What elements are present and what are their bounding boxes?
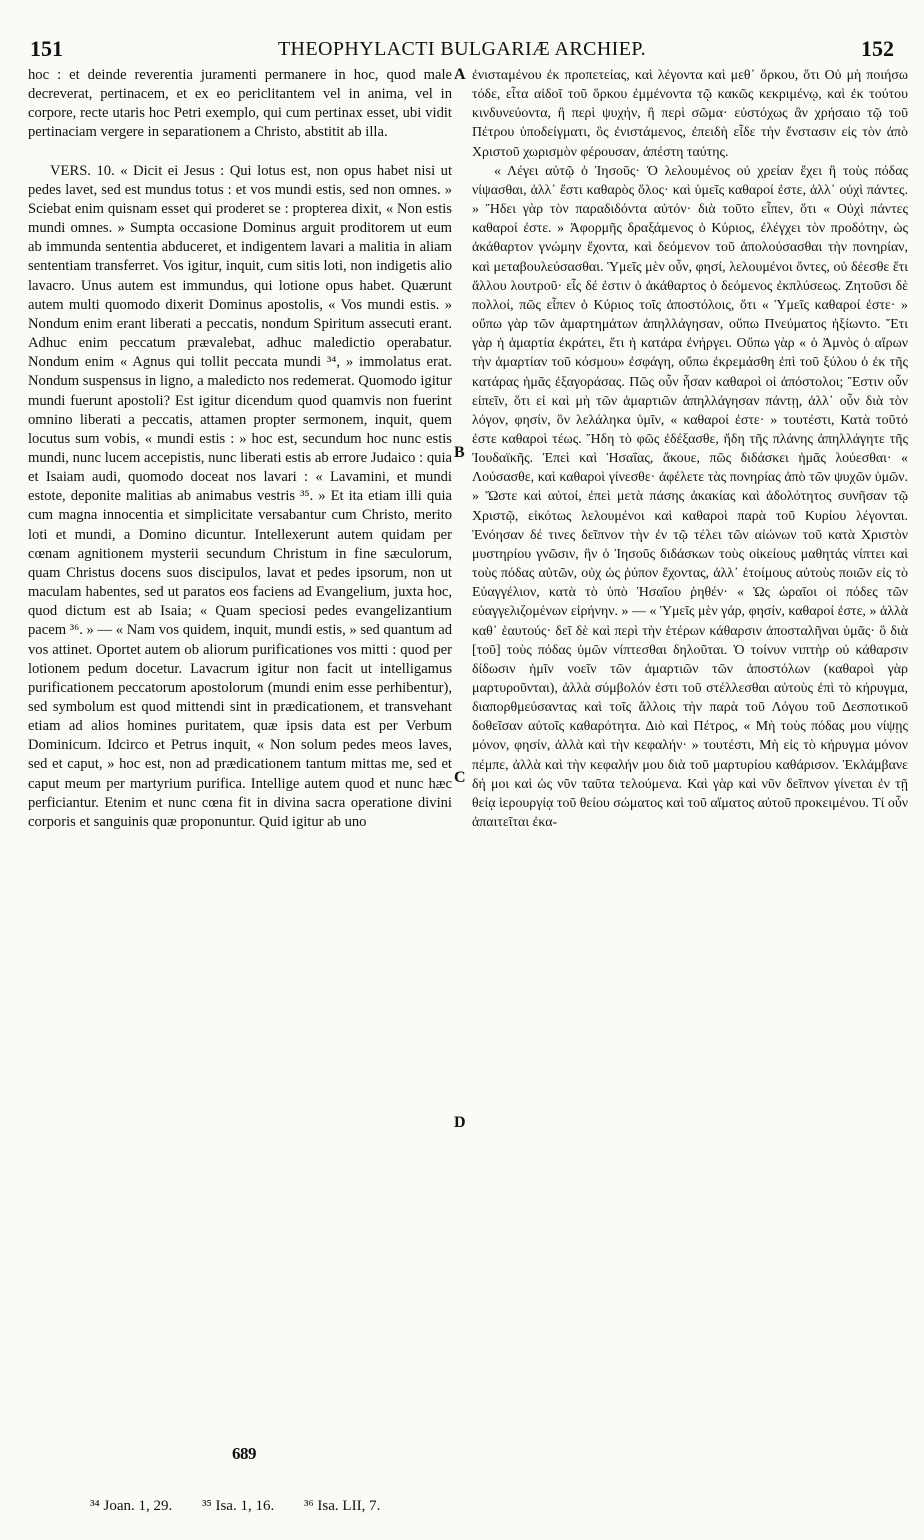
latin-paragraph-1: hoc : et deinde reverentia juramenti permanere in hoc, quod male decreverat, pertinacem, et ex eo periclitantem vel in anima, vel in corpore, recte utaris hoc Petri exemplo, qui cum pertinax esset, ubi vidit pertinaciam vergere in separationem a Christo, abstitit ab illa. [28,67,452,141]
section-marker-b: B [454,444,465,461]
footnote-36: ³⁶ Isa. LII, 7. [303,1498,381,1514]
page-header [24,36,900,62]
right-page-number: 152 [861,36,894,61]
left-page-number: 151 [30,36,63,61]
section-marker-c: C [454,769,466,786]
greek-paragraph-1: ἐνισταμένου ἐκ προπετείας, καὶ λέγοντα καὶ μεθ᾽ ὅρκου, ὅτι Οὐ μὴ ποιήσω τόδε, εἶτα αἰδοῖ τοῦ ὅρκου ἐμμένοντα τῷ κακῶς κεκριμένῳ, καὶ ἐκ τούτου κινδυνεύοντα, ἢ περὶ ψυχήν, ἢ περὶ σῶμα· εὐστόχως ἂν χρήσαιο τῷ τοῦ Πέτρου ὑποδείγματι, ὃς ἐνιστάμενος, ἐπειδὴ εἶδε τὴν ἔνστασιν εἰς τὸν ἀπὸ Χριστοῦ χωρισμὸν φέρουσαν, ἀπέστη ταύτης. [472,68,908,160]
latin-column [28,66,452,832]
footnotes [90,1498,406,1515]
greek-column [472,66,908,832]
verse-label: VERS. 10. [50,162,115,179]
section-marker-d: D [454,1114,466,1131]
migne-column-number: 689 [232,1444,256,1463]
footnote-35: ³⁵ Isa. 1, 16. [201,1498,275,1514]
latin-paragraph-2 [28,162,452,832]
footnote-34: ³⁴ Joan. 1, 29. [90,1498,173,1514]
running-title: THEOPHYLACTI BULGARIÆ ARCHIEP. [277,38,647,60]
latin-paragraph-2-text: « Dicit ei Jesus : Qui lotus est, non opus habet nisi ut pedes lavet, sed est mundus totus : et vos mundi estis, sed non omnes. » Sciebat enim quisnam esset qui proderet se : propterea dixit, « Non estis mundi omnes. » Sumpta occasione Dominus arguit proditorem ut eum ab immunda sententia abduceret, et indigentem lavari a malitia in aliam sententiam transferret. Vos igitur, inquit, cum sitis loti, non indigetis alio lavacro. Unus autem est immundus, qui lotione opus habet. Quærunt autem multi quomodo dixerit Dominus apostolis, « Vos mundi estis. » Nondum enim erant liberati a peccatis, nondum Spiritum assecuti erant. Adhuc enim peccatum prævalebat, adhuc maledictio operabatur. Nondum enim « Agnus qui tollit peccata mundi ³⁴, » immolatus erat. Nondum suspensus in ligno, a maledicto nos redemerat. Quomodo igitur mundi fuerunt apostoli? Est igitur dicendum quod quamvis non fuerint omnino liberati a peccatis, attamen propter sermonem, inquit, quem locutus sum vobis, « mundi estis : » hoc est, secundum hoc nunc estis mundi, nunc lucem accepistis, nunc liberati estis ab errore Judaico : quia et Isaiam audi, quomodo doceat nos lavari : « Lavamini, et mundi estote, deponite malitias ab animabus vestris ³⁵. » Et ita etiam illi quia cum magna innocentia et simplicitate versabantur cum Christo, merito loti et mundi, a Domino dicuntur. Intellexerunt autem quidam per cœnam agnitionem mysterii secundum Christum in fine sæculorum, quam Christus docens suos discipulos, lavat et pedes ipsorum, non ut maculam habentes, sed ut paratos eos faciens ad Evangelium, juxta hoc, quod dictum est ab Isaia; « Quam speciosi pedes evangelizantium pacem ³⁶. » — « Nam vos quidem, inquit, mundi estis, » sed quantum ad vos attinet. Oportet autem ob aliorum purificationes vos mitti : quod per lotionem pedum docetur. Lavacrum igitur non facit ut intelligamus purificationem peccatorum apostolorum (mundi enim esse perhibentur), sed symbolum est quod mittendi sint in prædicationem, et transvehant etiam ad alios homines puritatem, quæ ipsis data est per Verbum Dominicum. Idcirco et Petrus inquit, « Non solum pedes meos laves, sed et caput, » hoc est, non ad prædicationem tantum mittas me, sed et caput meum per martyrium purifica. Intellige autem quod et nunc hæc perficiantur. Etenim et nunc cœna fit in divina sacra operatione divini corporis et sanguinis quæ proponuntur. Quid igitur ab uno [28,162,453,830]
section-marker-a: A [454,66,466,83]
greek-paragraph-2: « Λέγει αὐτῷ ὁ Ἰησοῦς· Ὁ λελουμένος οὐ χρείαν ἔχει ἢ τοὺς πόδας νίψασθαι, ἀλλ᾽ ἔστι καθαρὸς ὅλος· καὶ ὑμεῖς καθαροί ἐστε, ἀλλ᾽ οὐχὶ πάντες. » Ἤδει γὰρ τὸν παραδιδόντα αὐτόν· διὰ τοῦτο εἶπεν, ὅτι « Οὐχὶ πάντες καθαροί ἐστε. » Ἀφορμῆς δραξάμενος ὁ Κύριος, ἐλέγχει τὸν προδότην, ὡς ἀκάθαρτον γνώμην ἔχοντα, καὶ δεόμενον τοῦ ἀπολούσασθαι τὴν πονηρίαν, καὶ μεταβουλεύσασθαι. Ὑμεῖς μὲν οὖν, φησί, λελουμένοι ὄντες, οὐ δέεσθε ἔτι ἄλλου λουτροῦ· εἷς δέ ἐστιν ὁ ἀκάθαρτος ὁ δεόμενος ἐκπλύσεως. Ζητοῦσι δὲ πολλοί, πῶς εἶπεν ὁ Κύριος τοῖς ἀποστόλοις, ὅτι « Ὑμεῖς καθαροί ἐστε· » οὔπω γὰρ τῶν ἁμαρτημάτων ἀπηλλάγησαν, οὔπω Πνεύματος ἠξίωντο. Ἔτι γὰρ ἡ ἁμαρτία ἐκράτει, ἔτι ἡ κατάρα ἐνήργει. Οὔπω γὰρ « ὁ Ἀμνὸς ὁ αἴρων τὴν ἁμαρτίαν τοῦ κόσμου» ἐσφάγη, οὔπω ἐκρεμάσθη ἐπὶ τοῦ ξύλου ὁ ἐκ τῆς κατάρας ἡμᾶς ἐξαγοράσας. Πῶς οὖν ἦσαν καθαροὶ οἱ ἀπόστολοι; Ἔστιν οὖν εἰπεῖν, ὅτι εἰ καὶ μὴ τῶν ἁμαρτιῶν ἀπηλλάγησαν πάντῃ, ἀλλ᾽ οὖν διὰ τὸν λόγον, φησίν, ὃν λελάληκα ὑμῖν, « καθαροί ἐστε· » τουτέστι, Κατὰ τοῦτό ἐστε καθαροὶ τέως. Ἤδη τὸ φῶς ἐδέξασθε, ἤδη τῆς πλάνης ἀπηλλάγητε τῆς Ἰουδαϊκῆς. Ἐπεὶ καὶ Ἡσαΐας, ἄκουε, πῶς διδάσκει ἡμᾶς λούεσθαι· « Λούσασθε, καὶ καθαροὶ γίνεσθε· ἀφέλετε τὰς πονηρίας ἀπὸ τῶν ψυχῶν ὑμῶν. » Ὥστε καὶ αὐτοί, ἐπεὶ μετὰ πάσης ἀκακίας καὶ ἀδολότητος συνῆσαν τῷ Χριστῷ, εἰκότως λελουμένοι καὶ καθαροὶ παρὰ τοῦ Κυρίου λέγονται. Ἐνόησαν δέ τινες δεῖπνον τὴν ἐν τῷ τέλει τῶν αἰώνων τοῦ κατὰ Χριστὸν μυστηρίου γνῶσιν, ἣν ὁ Ἰησοῦς διδάσκων τοὺς οἰκείους μαθητάς νίπτει καὶ τοὺς πόδας αὐτῶν, οὐχ ὡς ῥύπον ἔχοντας, ἀλλ᾽ ἑτοίμους αὐτοὺς ποιῶν εἰς τὸ Εὐαγγέλιον, κατὰ τὸ ὑπὸ Ἡσαΐου ῥηθέν· « Ὡς ὡραῖοι οἱ πόδες τῶν εὐαγγελιζομένων εἰρήνην. » — « Ὑμεῖς μὲν γάρ, φησίν, καθαροί ἐστε, » ἀλλὰ καθ᾽ ἑαυτούς· δεῖ δὲ καὶ περὶ τὴν ἑτέρων κάθαρσιν ἀποσταλῆναι ὑμᾶς· ὃ διὰ [τοῦ] τοὺς πόδας ὑμῶν νίπτεσθαι δηλοῦται. Ὁ τοίνυν νιπτὴρ οὐ κάθαρσιν δίδωσιν ἡμῖν νοεῖν τῶν ἁμαρτιῶν τῶν ἀποστόλων (καθαροὶ γὰρ μαρτυροῦνται), ἀλλὰ σύμβολόν ἐστι τοῦ στέλλεσθαι αὐτοὺς ἐπὶ τὸ κήρυγμα, διαπορθμεύσαντας καὶ τοῖς ἄλλοις τὴν παρὰ τοῦ Λόγου τοῦ Δεσποτικοῦ δοθεῖσαν αὐτοῖς καθαρότητα. Διὸ καὶ Πέτρος, « Μὴ τοὺς πόδας μου νίψῃς μόνον, φησίν, ἀλλὰ καὶ τὴν κεφαλήν· » τουτέστι, Μὴ εἰς τὸ κήρυγμα μόνον πέμπε, ἀλλὰ καὶ τὴν κεφαλήν μου διὰ τοῦ μαρτυρίου καθάρισον. Ἐκλάμβανε δή μοι καὶ ὡς νῦν ταῦτα τελούμενα. Καὶ γὰρ καὶ νῦν δεῖπνον γίνεται ἐν τῇ θείᾳ ἱερουργίᾳ τοῦ θείου σώματος καὶ τοῦ αἵματος αὐτοῦ προκειμένου. Τί οὖν ἀπαιτεῖται ἐκα- [472,163,908,831]
